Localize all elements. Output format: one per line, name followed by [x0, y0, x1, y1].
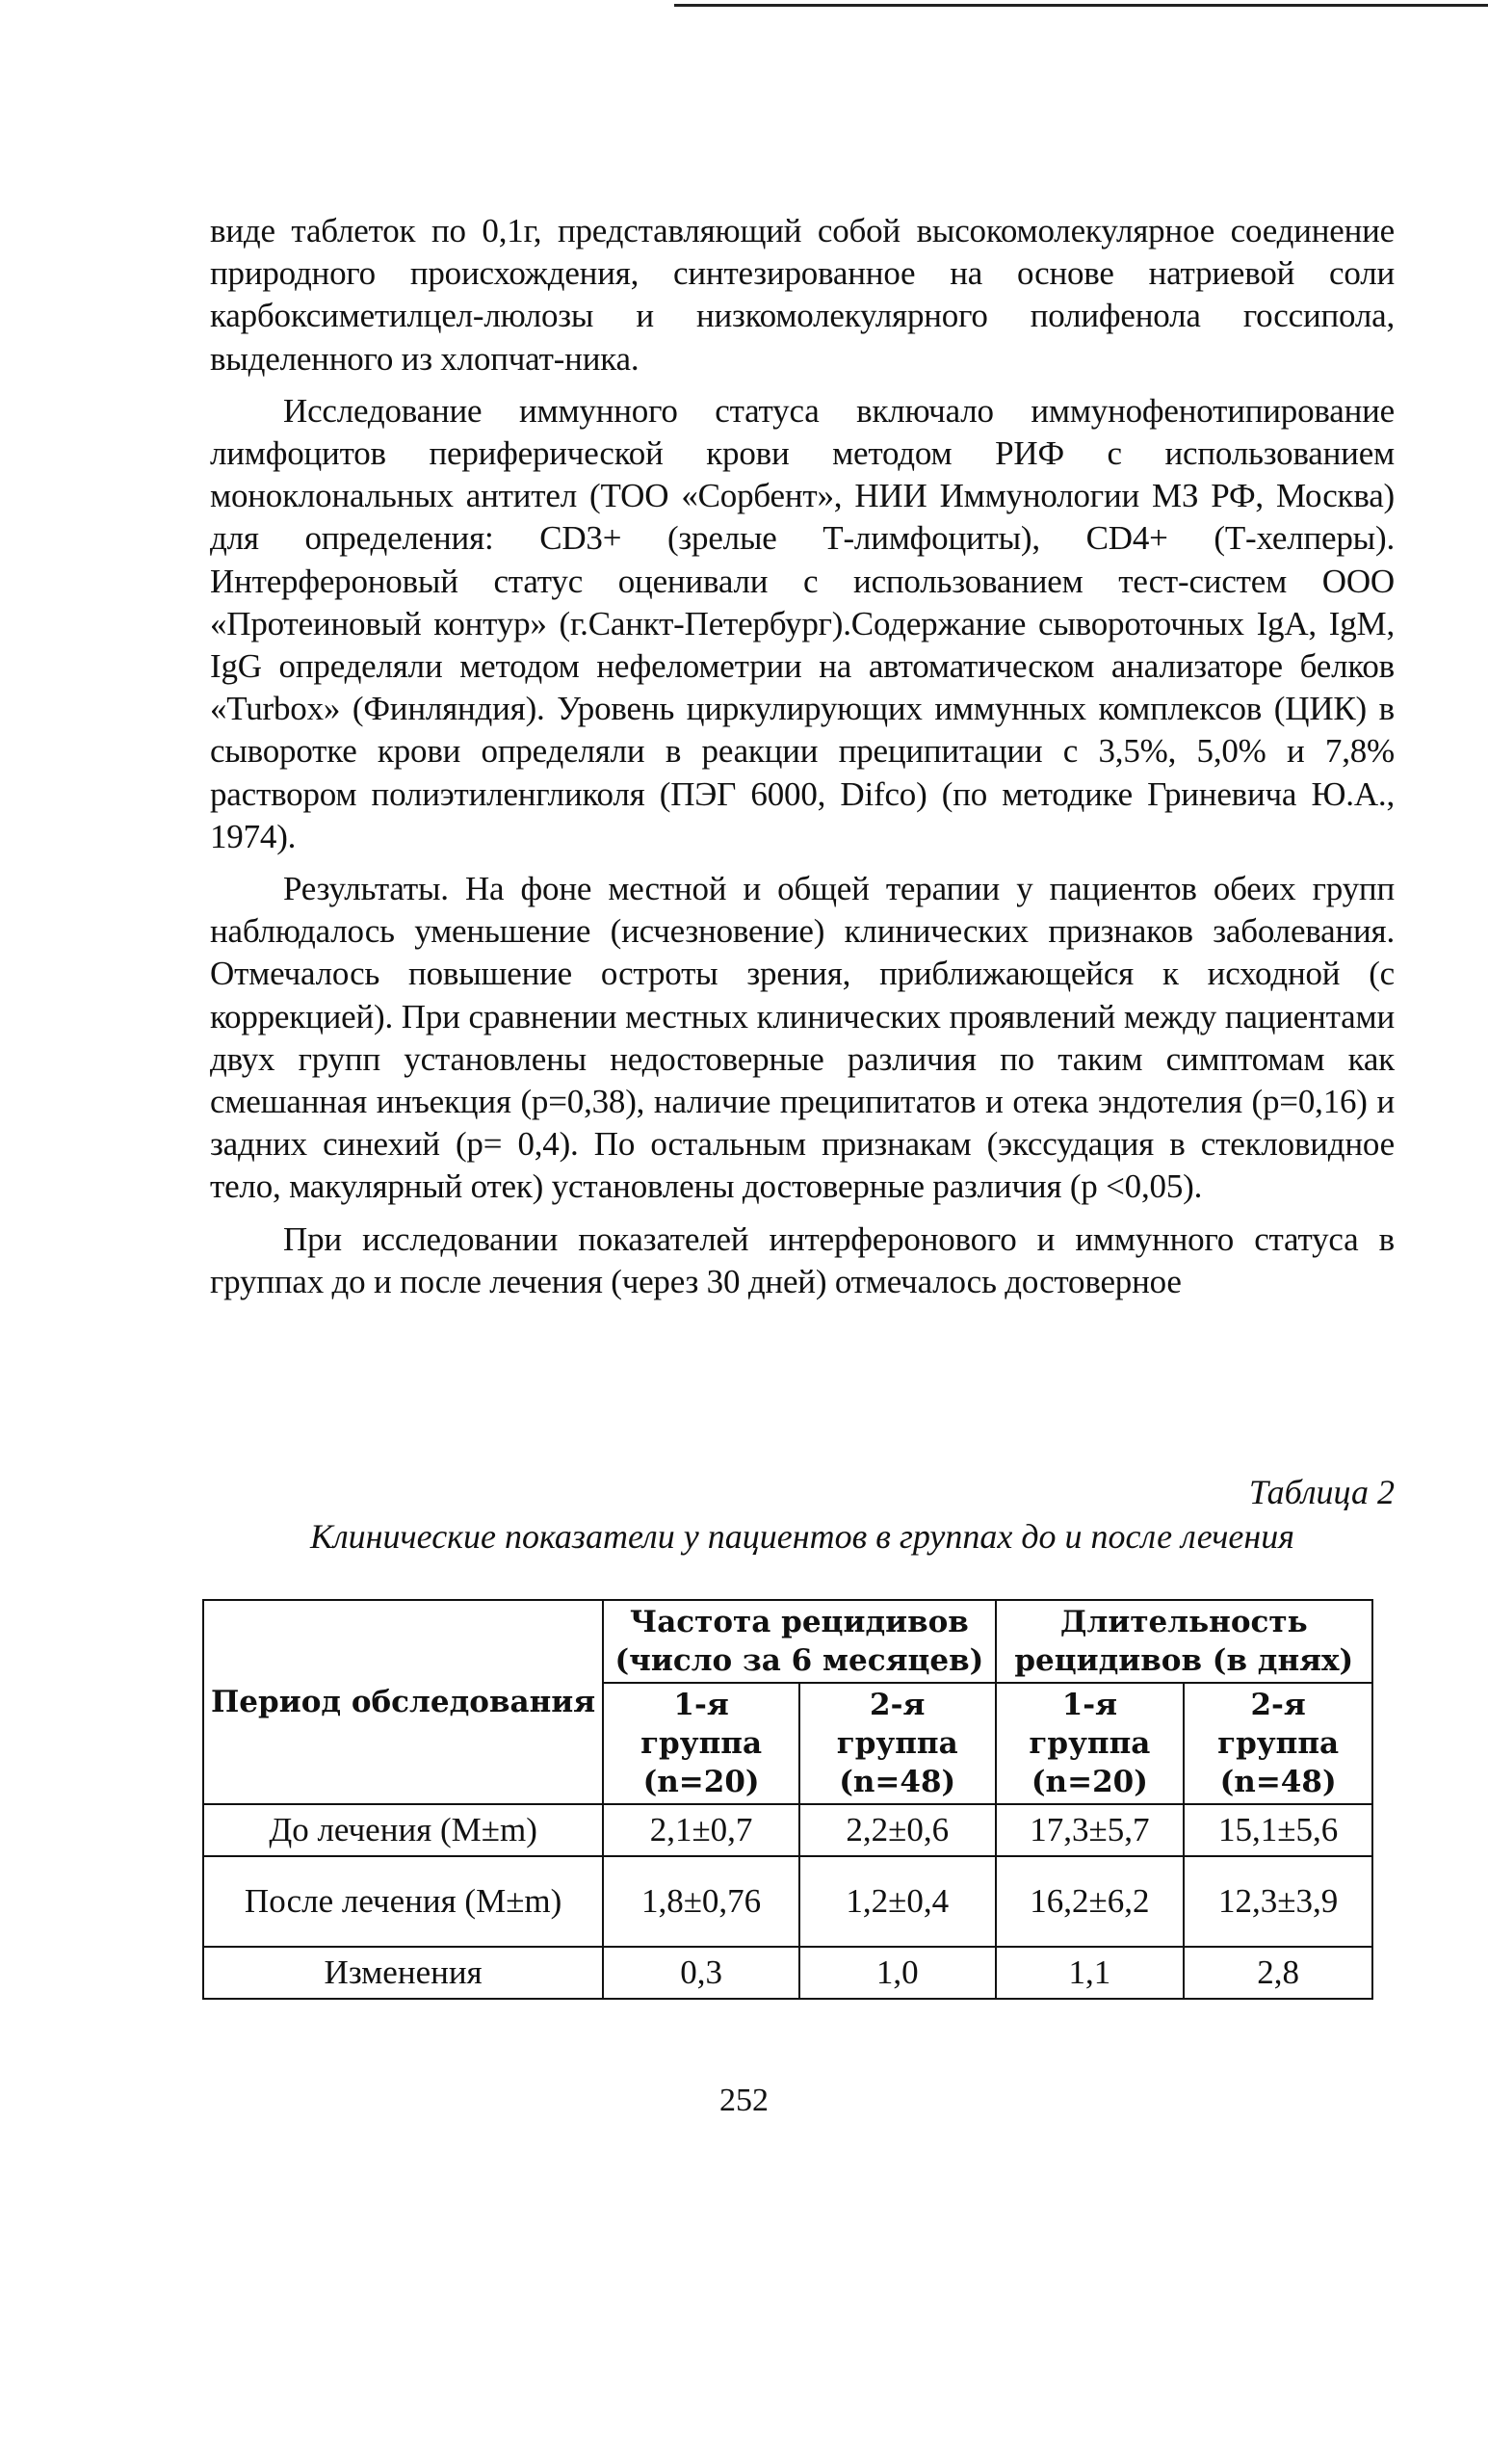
header-freq-group-2: 2-я группа (n=48): [799, 1683, 996, 1804]
page-number: 252: [719, 2083, 769, 2118]
row-label: До лечения (M±m): [203, 1804, 603, 1856]
paragraph-immune-status: При исследовании показателей интерферонового и иммунного статуса в группах до и после лечения (через 30 дней) отмечалось достоверное: [210, 1219, 1395, 1300]
table-row: [203, 1804, 1372, 1856]
row-label: После лечения (M±m): [203, 1856, 603, 1947]
table-row: [203, 1856, 1372, 1947]
table-cell: 2,2±0,6: [799, 1804, 996, 1856]
table-cell: 2,8: [1184, 1947, 1372, 1999]
table-cell: 1,0: [799, 1947, 996, 1999]
table-cell: 16,2±6,2: [996, 1856, 1185, 1947]
header-freq-group-1: 1-я группа (n=20): [603, 1683, 799, 1804]
row-label: Изменения: [203, 1947, 603, 1999]
header-dur-group-1: 1-я группа (n=20): [996, 1683, 1185, 1804]
table-cell: 1,2±0,4: [799, 1856, 996, 1947]
paragraph-continuation: виде таблеток по 0,1г, представляющий собой высокомолекулярное соединение природного происхождения, синтезированное на основе натриевой соли карбоксиметилцел-люлозы и низкомолекулярного полифенола госсипола, выделенного из хлопчат-ника.: [210, 212, 1395, 378]
top-rule: [674, 4, 1488, 7]
table-number: Таблица 2: [1248, 1473, 1395, 1511]
paragraph-results: Результаты. На фоне местной и общей терапии у пациентов обеих групп наблюдалось уменьшение (исчезновение) клинических признаков заболевания. Отмечалось повышение остроты зрения, приближающейся к исходной (с коррекцией). При сравнении местных клинических проявлений между пациентами двух групп установлены недостоверные различия по таким симптомам как смешанная инъекция (p=0,38), наличие преципитатов и отека эндотелия (p=0,16) и задних синехий (p= 0,4). По остальным признакам (экссудация в стекловидное тело, макулярный отек) установлены достоверные различия (p <0,05).: [210, 870, 1395, 1206]
table-caption: [210, 1470, 1395, 1559]
table-cell: 1,8±0,76: [603, 1856, 799, 1947]
paragraph-methods: Исследование иммунного статуса включало иммунофенотипирование лимфоцитов периферической крови методом РИФ с использованием моноклональных антител (ТОО «Сорбент», НИИ Иммунологии МЗ РФ, Москва) для определения: CD3+ (зрелые Т-лимфоциты), CD4+ (Т-хелперы). Интерфероновый статус оценивали с использованием тест-систем ООО «Протеиновый контур» (г.Санкт-Петербург).Содержание сывороточных IgA, IgM, IgG определяли методом нефелометрии на автоматическом анализаторе белков «Turbox» (Финляндия). Уровень циркулирующих иммунных комплексов (ЦИК) в сыворотке крови определяли в реакции преципитации с 3,5%, 5,0% и 7,8% раствором полиэтиленгликоля (ПЭГ 6000, Difco) (по методике Гриневича Ю.А., 1974).: [210, 391, 1395, 855]
body-text: [210, 210, 1395, 1313]
table-row: [203, 1947, 1372, 1999]
table-cell: 0,3: [603, 1947, 799, 1999]
clinical-table: [202, 1599, 1373, 2000]
table-title: Клинические показатели у пациентов в группах до и после лечения: [310, 1517, 1294, 1556]
table-cell: 15,1±5,6: [1184, 1804, 1372, 1856]
table-cell: 12,3±3,9: [1184, 1856, 1372, 1947]
header-dur-group-2: 2-я группа (n=48): [1184, 1683, 1372, 1804]
header-duration: Длительность рецидивов (в днях): [996, 1600, 1372, 1683]
table-cell: 17,3±5,7: [996, 1804, 1185, 1856]
table-header-row-1: [203, 1600, 1372, 1683]
table-cell: 1,1: [996, 1947, 1185, 1999]
table-cell: 2,1±0,7: [603, 1804, 799, 1856]
header-period: Период обследования: [203, 1600, 603, 1804]
header-frequency: Частота рецидивов (число за 6 месяцев): [603, 1600, 995, 1683]
